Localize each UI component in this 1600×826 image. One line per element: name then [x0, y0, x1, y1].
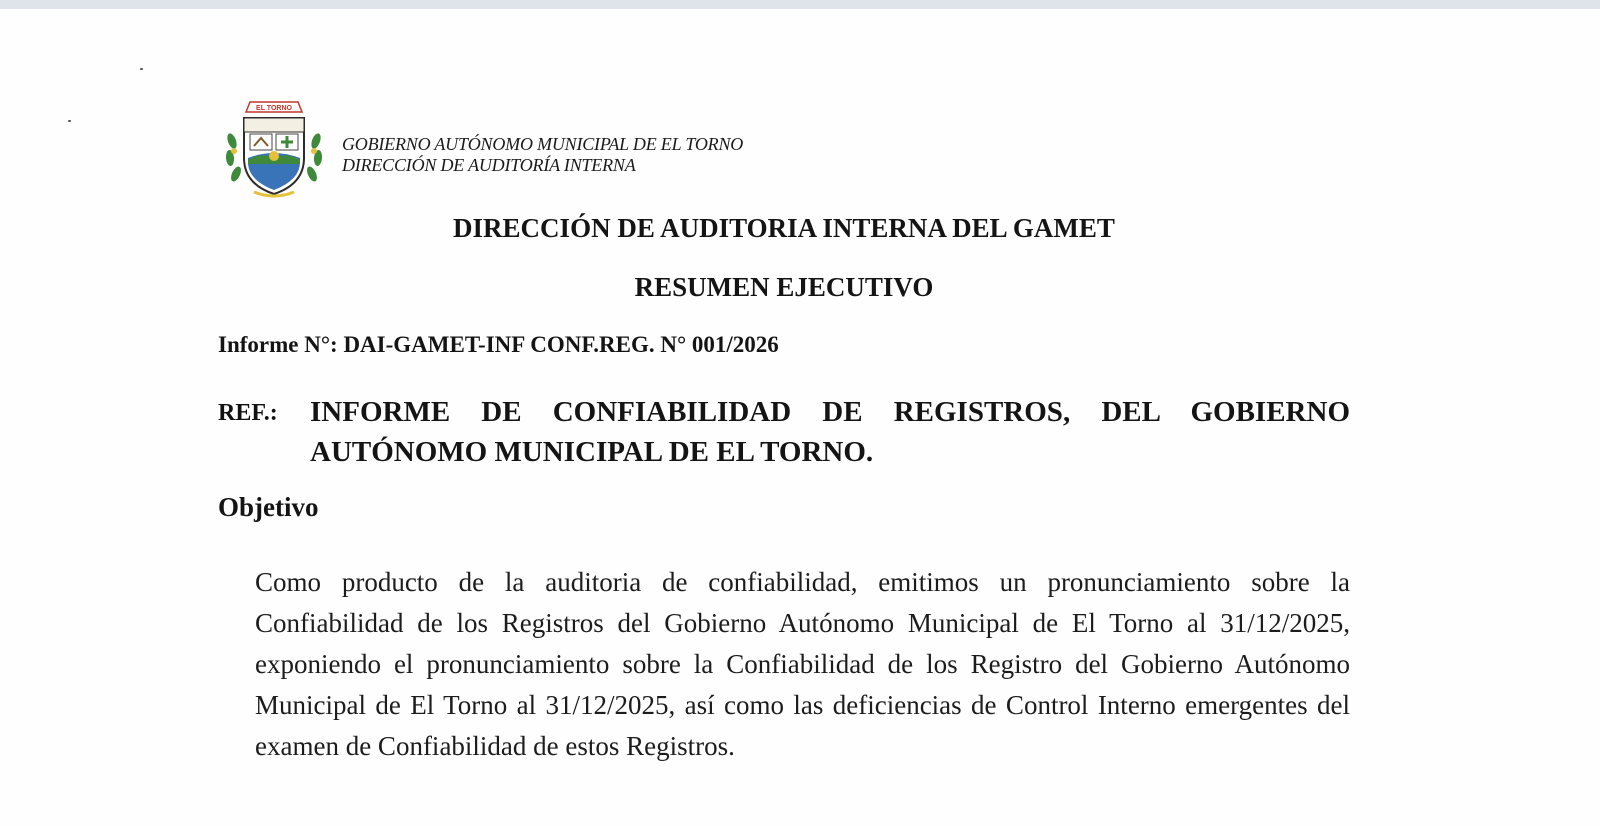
report-number: Informe N°: DAI-GAMET-INF CONF.REG. N° 001/2026 — [218, 332, 779, 357]
document-subtitle: RESUMEN EJECUTIVO — [634, 272, 934, 302]
scan-speck — [140, 68, 143, 70]
scan-speck — [68, 120, 71, 122]
municipal-seal-icon — [224, 96, 324, 202]
organization-name-block — [342, 134, 743, 176]
department-name: DIRECCIÓN DE AUDITORÍA INTERNA — [342, 155, 636, 175]
reference-text: INFORME DE CONFIABILIDAD DE REGISTROS, DEL GOBIERNO AUTÓNOMO MUNICIPAL DE EL TORNO. — [310, 396, 1350, 468]
objective-paragraph: Como producto de la auditoria de confiabilidad, emitimos un pronunciamiento sobre la Confiabilidad de los Registros del Gobierno Autónomo Municipal de El Torno al 31/12/2025, exponiendo el pronunciamiento sobre la Confiabilidad de los Registro del Gobierno Autónomo Municipal de El Torno al 31/12/2025, así como las deficiencias de Control Interno emergentes del examen de Confiabilidad de estos Registros. — [255, 567, 1350, 761]
document-title: DIRECCIÓN DE AUDITORIA INTERNA DEL GAMET — [453, 213, 1115, 243]
letterhead — [224, 96, 743, 202]
section-heading-objetivo: Objetivo — [218, 492, 319, 522]
seal-banner-text: EL TORNO — [256, 105, 292, 112]
scan-top-edge — [0, 0, 1600, 9]
reference-label: REF.: — [218, 400, 278, 426]
organization-name: GOBIERNO AUTÓNOMO MUNICIPAL DE EL TORNO — [342, 134, 744, 154]
